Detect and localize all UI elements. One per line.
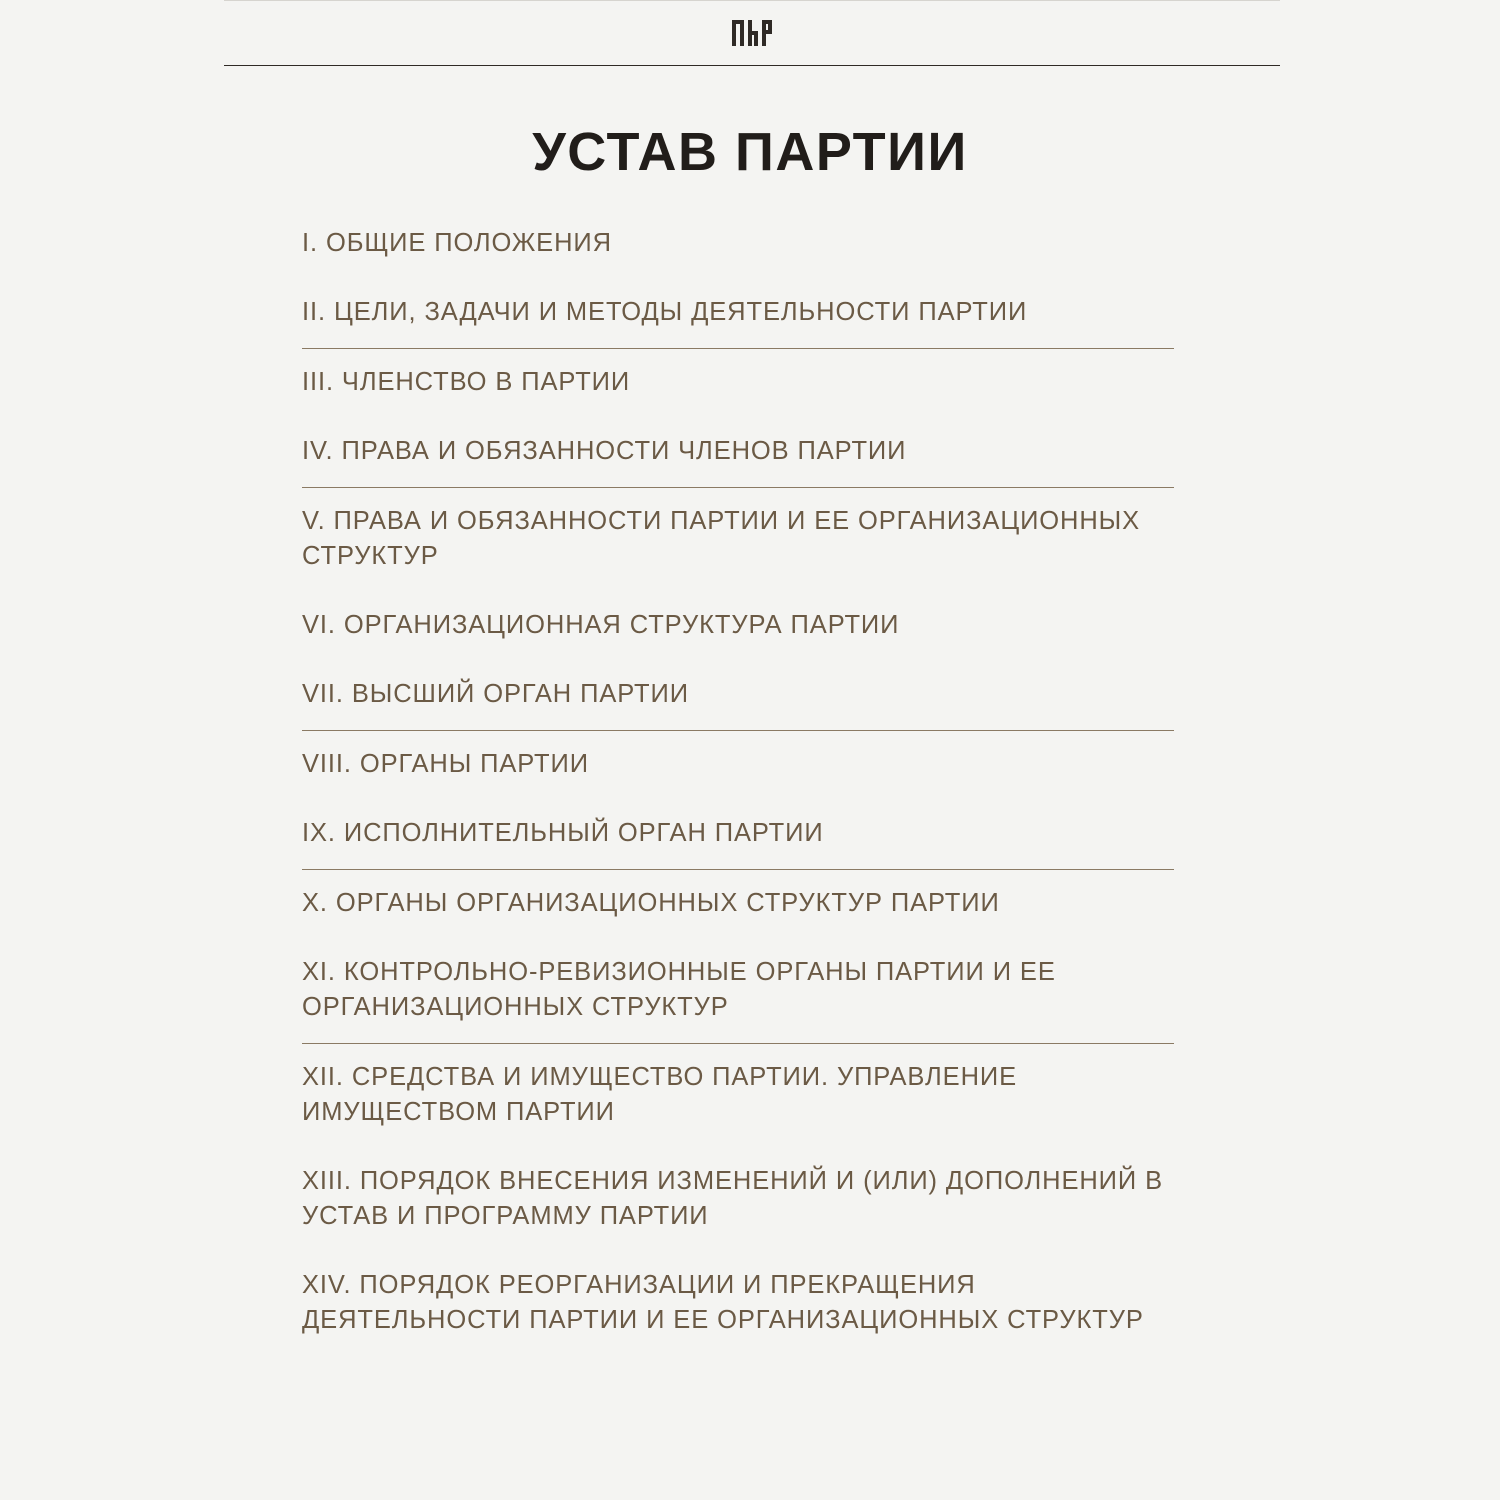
toc-item-label: IX. ИСПОЛНИТЕЛЬНЫЙ ОРГАН ПАРТИИ [302, 819, 824, 847]
toc-item-label: III. ЧЛЕНСТВО В ПАРТИИ [302, 368, 631, 396]
toc-item-label: XI. КОНТРОЛЬНО-РЕВИЗИОННЫЕ ОРГАНЫ ПАРТИИ И ЕЕ ОРГАНИЗАЦИОННЫХ СТРУКТУР [302, 958, 1056, 1021]
toc-item-3[interactable] [302, 349, 1174, 418]
toc-item-2[interactable] [302, 279, 1174, 349]
table-of-contents [302, 210, 1174, 1356]
toc-item-label: XII. СРЕДСТВА И ИМУЩЕСТВО ПАРТИИ. УПРАВЛЕНИЕ ИМУЩЕСТВОМ ПАРТИИ [302, 1063, 1018, 1126]
toc-item-label: II. ЦЕЛИ, ЗАДАЧИ И МЕТОДЫ ДЕЯТЕЛЬНОСТИ ПАРТИИ [302, 298, 1028, 326]
toc-item-label: XIV. ПОРЯДОК РЕОРГАНИЗАЦИИ И ПРЕКРАЩЕНИЯ ДЕЯТЕЛЬНОСТИ ПАРТИИ И ЕЕ ОРГАНИЗАЦИОННЫХ СТРУКТУР [302, 1271, 1144, 1334]
toc-item-label: V. ПРАВА И ОБЯЗАННОСТИ ПАРТИИ И ЕЕ ОРГАНИЗАЦИОННЫХ СТРУКТУР [302, 507, 1141, 570]
toc-item-label: IV. ПРАВА И ОБЯЗАННОСТИ ЧЛЕНОВ ПАРТИИ [302, 437, 907, 465]
party-monogram-icon [729, 16, 775, 50]
toc-item-label: XIII. ПОРЯДОК ВНЕСЕНИЯ ИЗМЕНЕНИЙ И (ИЛИ) ДОПОЛНЕНИЙ В УСТАВ И ПРОГРАММУ ПАРТИИ [302, 1167, 1164, 1230]
toc-item-label: VII. ВЫСШИЙ ОРГАН ПАРТИИ [302, 680, 689, 708]
toc-item-1[interactable] [302, 210, 1174, 279]
toc-item-12[interactable] [302, 1044, 1174, 1148]
toc-item-14[interactable] [302, 1252, 1174, 1356]
toc-item-6[interactable] [302, 592, 1174, 661]
toc-item-7[interactable] [302, 661, 1174, 731]
toc-item-label: VI. ОРГАНИЗАЦИОННАЯ СТРУКТУРА ПАРТИИ [302, 611, 900, 639]
document-header [224, 0, 1280, 66]
toc-item-label: X. ОРГАНЫ ОРГАНИЗАЦИОННЫХ СТРУКТУР ПАРТИИ [302, 889, 1000, 917]
toc-item-label: VIII. ОРГАНЫ ПАРТИИ [302, 750, 589, 778]
page-title: УСТАВ ПАРТИИ [532, 122, 968, 183]
toc-item-5[interactable] [302, 488, 1174, 592]
toc-item-9[interactable] [302, 800, 1174, 870]
toc-item-label: I. ОБЩИЕ ПОЛОЖЕНИЯ [302, 229, 612, 257]
toc-item-8[interactable] [302, 731, 1174, 800]
toc-item-10[interactable] [302, 870, 1174, 939]
toc-item-4[interactable] [302, 418, 1174, 488]
toc-item-13[interactable] [302, 1148, 1174, 1252]
toc-item-11[interactable] [302, 939, 1174, 1044]
